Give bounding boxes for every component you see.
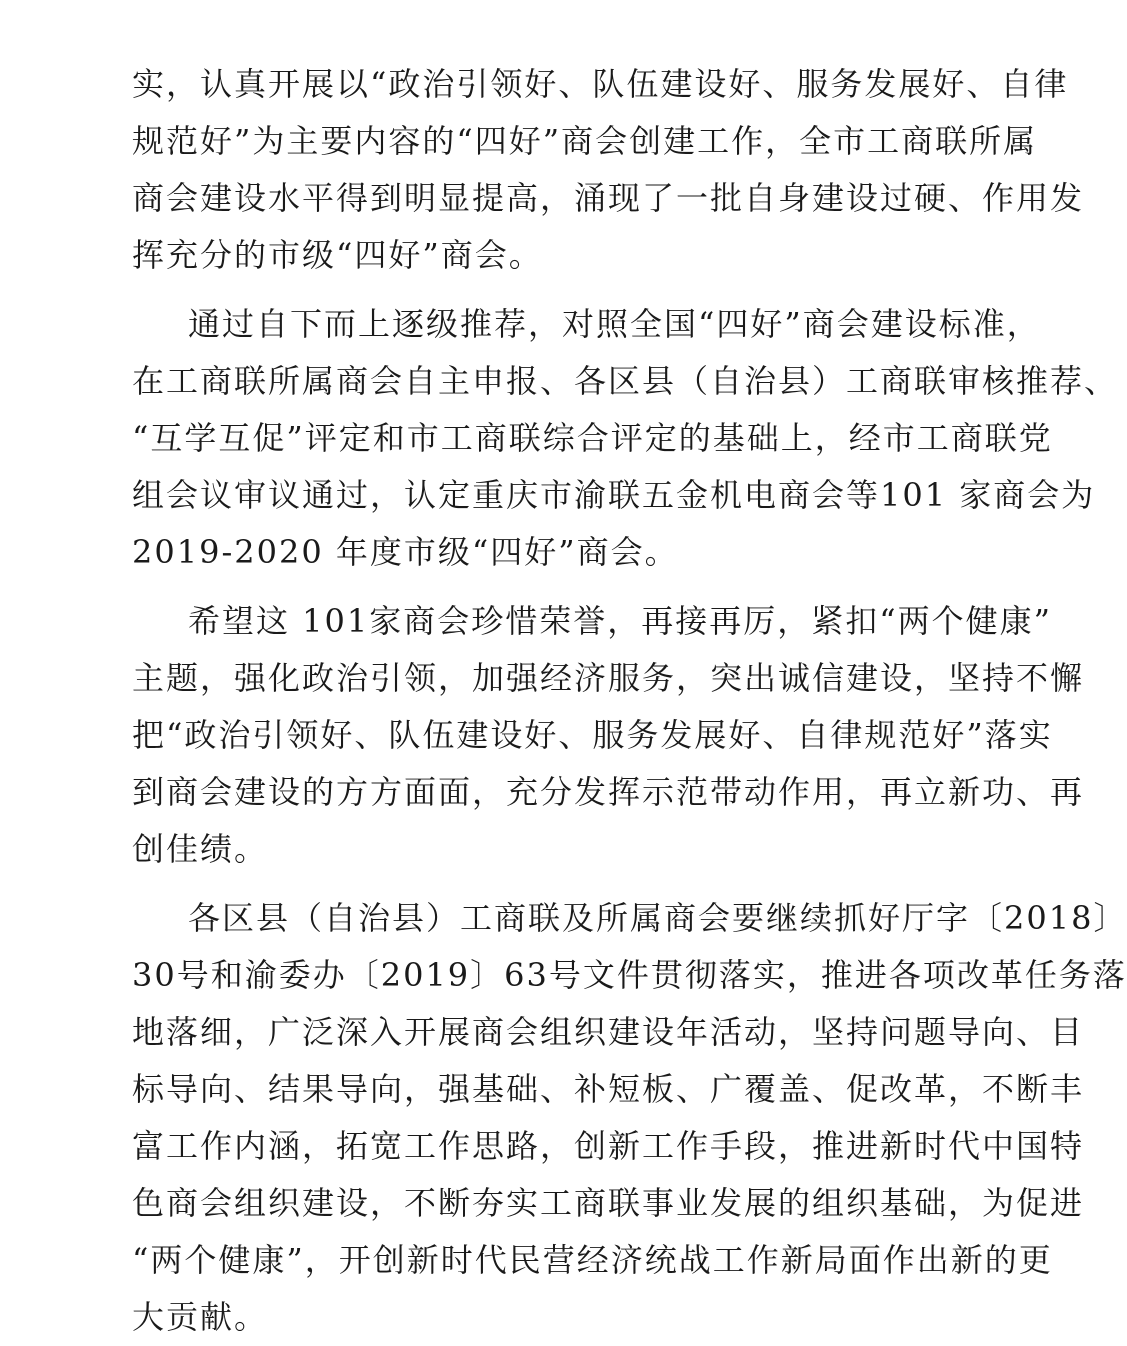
text-line: “两个健康”，开创新时代民营经济统战工作新局面作出新的更: [132, 1241, 1053, 1279]
text-line: 富工作内涵，拓宽工作思路，创新工作手段，推进新时代中国特: [132, 1127, 1085, 1165]
paragraph-3: [132, 593, 1085, 878]
text-line: 实，认真开展以“政治引领好、队伍建设好、服务发展好、自律: [132, 65, 1069, 103]
text-line: 各区县（自治县）工商联及所属商会要继续抓好厅字〔2018〕: [188, 899, 1127, 937]
paragraph-gap: [132, 581, 952, 593]
text-line: 标导向、结果导向，强基础、补短板、广覆盖、促改革，不断丰: [132, 1070, 1085, 1108]
text-line: 大贡献。: [132, 1298, 269, 1336]
text-line: “互学互促”评定和市工商联综合评定的基础上，经市工商联党: [132, 419, 1053, 457]
paragraph-1: [132, 56, 1085, 284]
text-line: 到商会建设的方方面面，充分发挥示范带动作用，再立新功、再: [132, 773, 1085, 811]
text-line: 商会建设水平得到明显提高，涌现了一批自身建设过硬、作用发: [132, 179, 1085, 217]
text-line: 主题，强化政治引领，加强经济服务，突出诚信建设，坚持不懈: [132, 659, 1085, 697]
text-line: 把“政治引领好、队伍建设好、服务发展好、自律规范好”落实: [132, 716, 1053, 754]
text-line: 2019-2020 年度市级“四好”商会。: [132, 533, 679, 571]
text-line: 通过自下而上逐级推荐，对照全国“四好”商会建设标准，: [188, 305, 1041, 343]
text-line: 创佳绩。: [132, 830, 269, 868]
text-line: 挥充分的市级“四好”商会。: [132, 236, 543, 274]
text-line: 色商会组织建设，不断夯实工商联事业发展的组织基础，为促进: [132, 1184, 1085, 1222]
paragraph-gap: [132, 878, 952, 890]
text-line: 希望这 101家商会珍惜荣誉，再接再厉，紧扣“两个健康”: [188, 602, 1052, 640]
text-line: 地落细，广泛深入开展商会组织建设年活动，坚持问题导向、目: [132, 1013, 1085, 1051]
text-line: 在工商联所属商会自主申报、各区县（自治县）工商联审核推荐、: [132, 362, 1119, 400]
paragraph-4: [132, 890, 1127, 1346]
text-line: 规范好”为主要内容的“四好”商会创建工作，全市工商联所属: [132, 122, 1038, 160]
paragraph-gap: [132, 284, 952, 296]
text-line: 组会议审议通过，认定重庆市渝联五金机电商会等101 家商会为: [132, 476, 1096, 514]
text-line: 30号和渝委办〔2019〕63号文件贯彻落实，推进各项改革任务落: [132, 956, 1127, 994]
paragraph-2: [132, 296, 1119, 581]
